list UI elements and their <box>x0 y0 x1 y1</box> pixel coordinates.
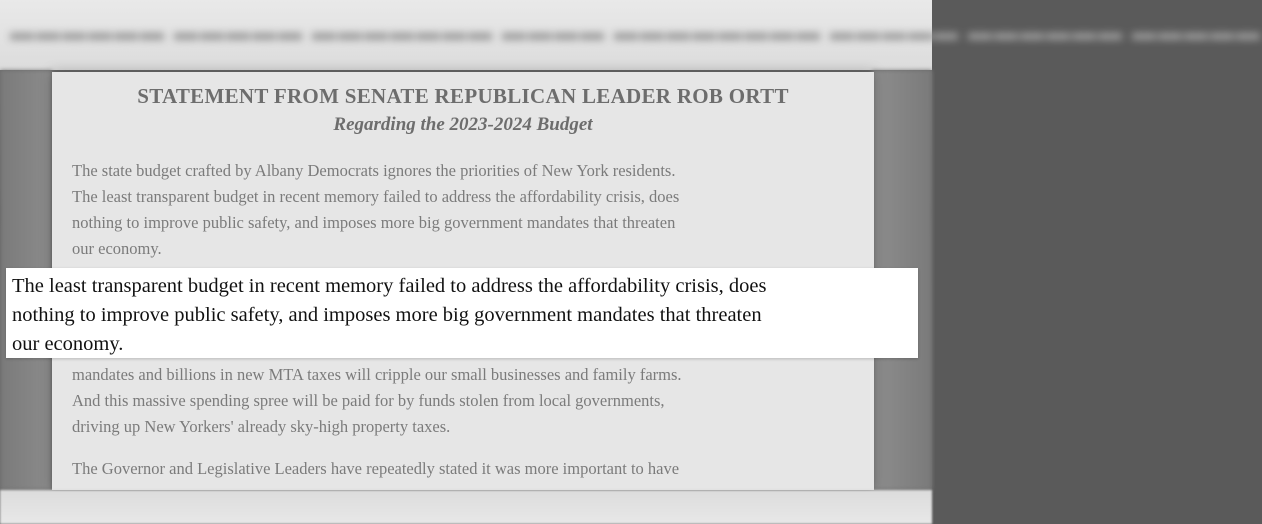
quote-line: nothing to improve public safety, and imposes more big government mandates that threaten <box>12 304 762 326</box>
document-line: nothing to improve public safety, and imposes more big government mandates that threaten <box>72 213 676 232</box>
blurred-background-top <box>0 0 1262 70</box>
document-line: driving up New Yorkers' already sky-high property taxes. <box>72 417 451 436</box>
quote-line: our economy. <box>12 333 124 355</box>
document-line: our economy. <box>72 239 162 258</box>
document-paragraph-3 <box>72 456 862 482</box>
highlighted-quote-overlay <box>6 268 918 358</box>
blurred-background-bottom <box>0 490 932 524</box>
document-subtitle: Regarding the 2023-2024 Budget <box>333 114 593 135</box>
document-title: STATEMENT FROM SENATE REPUBLICAN LEADER ROB ORTT <box>137 84 789 108</box>
document-line: mandates and billions in new MTA taxes will cripple our small businesses and family farms. <box>72 365 682 384</box>
quote-line: The least transparent budget in recent memory failed to address the affordability crisis, does <box>12 275 767 297</box>
highlighted-quote-text <box>12 272 918 359</box>
document-paragraph-2 <box>72 362 862 440</box>
document-line: The Governor and Legislative Leaders have repeatedly stated it was more important to have <box>72 459 680 478</box>
blurred-background-text: ▬▬▬▬▬▬ ▬▬▬▬▬ ▬▬▬▬▬▬▬ ▬▬▬▬ ▬▬▬▬▬▬▬▬ ▬▬▬▬▬ ▬▬▬▬▬▬ ▬▬▬▬▬ <box>10 20 1262 46</box>
document-line: The state budget crafted by Albany Democrats ignores the priorities of New York residents. <box>72 161 676 180</box>
document-line: The least transparent budget in recent memory failed to address the affordability crisis, does <box>72 187 680 206</box>
document-line: And this massive spending spree will be paid for by funds stolen from local governments, <box>72 391 665 410</box>
document-paragraph-1 <box>72 158 862 262</box>
